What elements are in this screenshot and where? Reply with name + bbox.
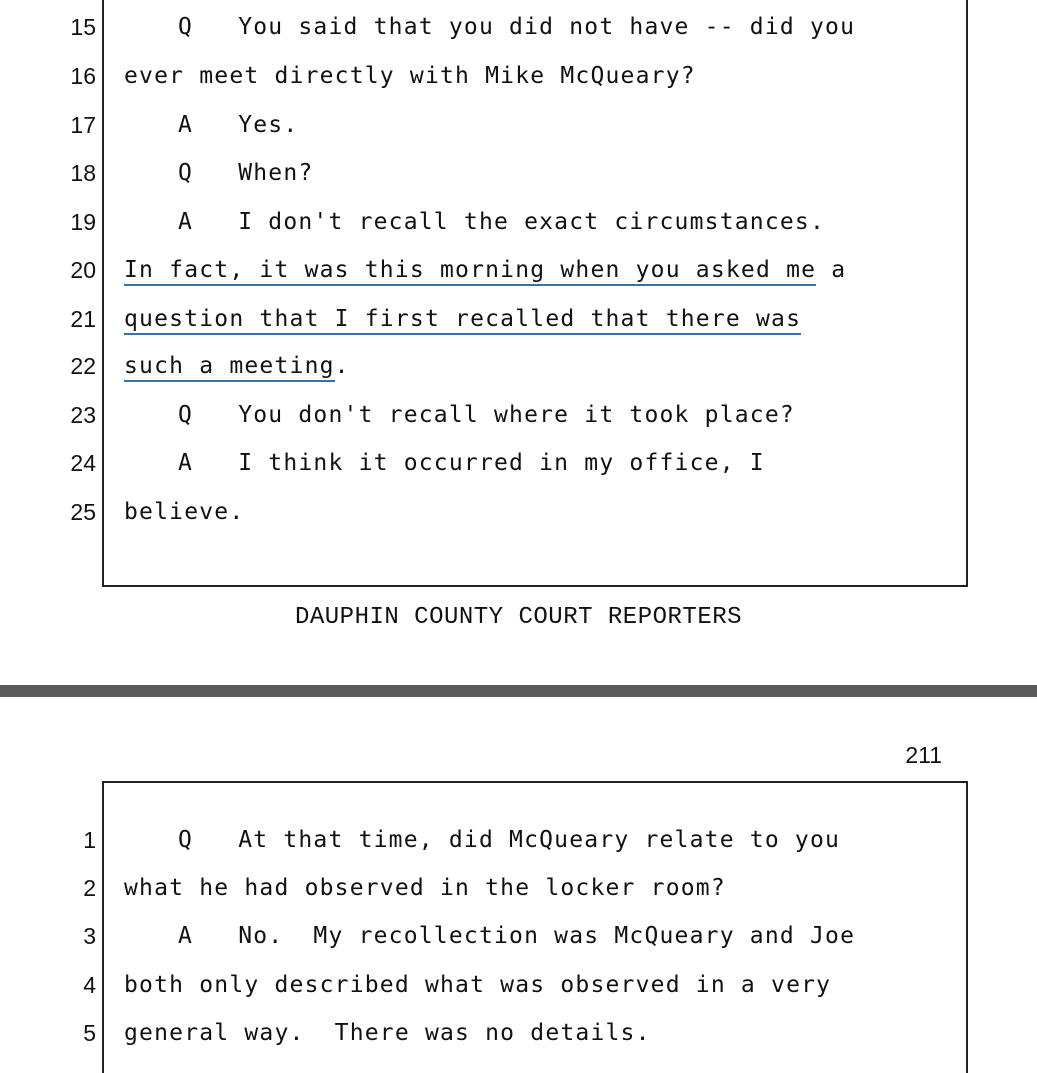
line-number: 19	[70, 209, 96, 235]
transcript-line	[0, 202, 1037, 242]
line-number: 18	[70, 160, 96, 186]
transcript-line	[0, 7, 1037, 47]
line-number: 4	[83, 972, 96, 998]
transcript-line	[0, 820, 1037, 860]
transcript-line	[0, 965, 1037, 1005]
line-number: 21	[70, 306, 96, 332]
line-text: Q You said that you did not have -- did you	[178, 14, 856, 40]
line-text: believe.	[124, 499, 245, 525]
transcript-line	[0, 250, 1037, 290]
transcript-line	[0, 105, 1037, 145]
line-text: A Yes.	[178, 112, 299, 138]
line-text	[124, 346, 350, 386]
line-text	[124, 250, 846, 290]
line-text-rest: .	[334, 353, 350, 379]
line-number: 15	[70, 14, 96, 40]
court-reporter-footer: DAUPHIN COUNTY COURT REPORTERS	[294, 604, 743, 631]
line-text-rest: a	[816, 257, 847, 283]
line-number: 16	[70, 63, 96, 89]
line-number: 1	[83, 827, 96, 853]
transcript-line	[0, 299, 1037, 339]
line-text: general way. There was no details.	[124, 1020, 651, 1046]
line-number: 24	[70, 450, 96, 476]
line-number: 17	[70, 112, 96, 138]
transcript-line	[0, 868, 1037, 908]
line-text: both only described what was observed in a very	[124, 972, 832, 998]
page-number: 211	[905, 742, 942, 768]
line-text: ever meet directly with Mike McQueary?	[124, 63, 696, 89]
transcript-line	[0, 1013, 1037, 1053]
transcript-line	[0, 492, 1037, 532]
transcript-line	[0, 346, 1037, 386]
line-text: what he had observed in the locker room?	[124, 875, 726, 901]
line-number: 20	[70, 257, 96, 283]
line-text: Q At that time, did McQueary relate to you	[178, 827, 841, 853]
line-text: A No. My recollection was McQueary and Joe	[178, 923, 856, 949]
line-text: A I think it occurred in my office, I	[178, 450, 765, 476]
line-number: 2	[83, 875, 96, 901]
line-number: 5	[83, 1020, 96, 1046]
transcript-line	[0, 395, 1037, 435]
line-number: 23	[70, 402, 96, 428]
transcript-line	[0, 916, 1037, 956]
line-text: A I don't recall the exact circumstances.	[178, 209, 826, 235]
line-text: Q You don't recall where it took place?	[178, 402, 795, 428]
highlighted-text: such a meeting	[124, 353, 335, 382]
transcript-line	[0, 153, 1037, 193]
line-number: 25	[70, 499, 96, 525]
transcript-line	[0, 56, 1037, 96]
transcript-line	[0, 443, 1037, 483]
highlighted-text: question that I first recalled that there was	[124, 306, 801, 335]
line-number: 22	[70, 353, 96, 379]
page-separator	[0, 685, 1037, 697]
highlighted-text: In fact, it was this morning when you asked me	[124, 257, 816, 286]
line-number: 3	[83, 923, 96, 949]
line-text: Q When?	[178, 160, 314, 186]
line-text	[124, 299, 801, 339]
